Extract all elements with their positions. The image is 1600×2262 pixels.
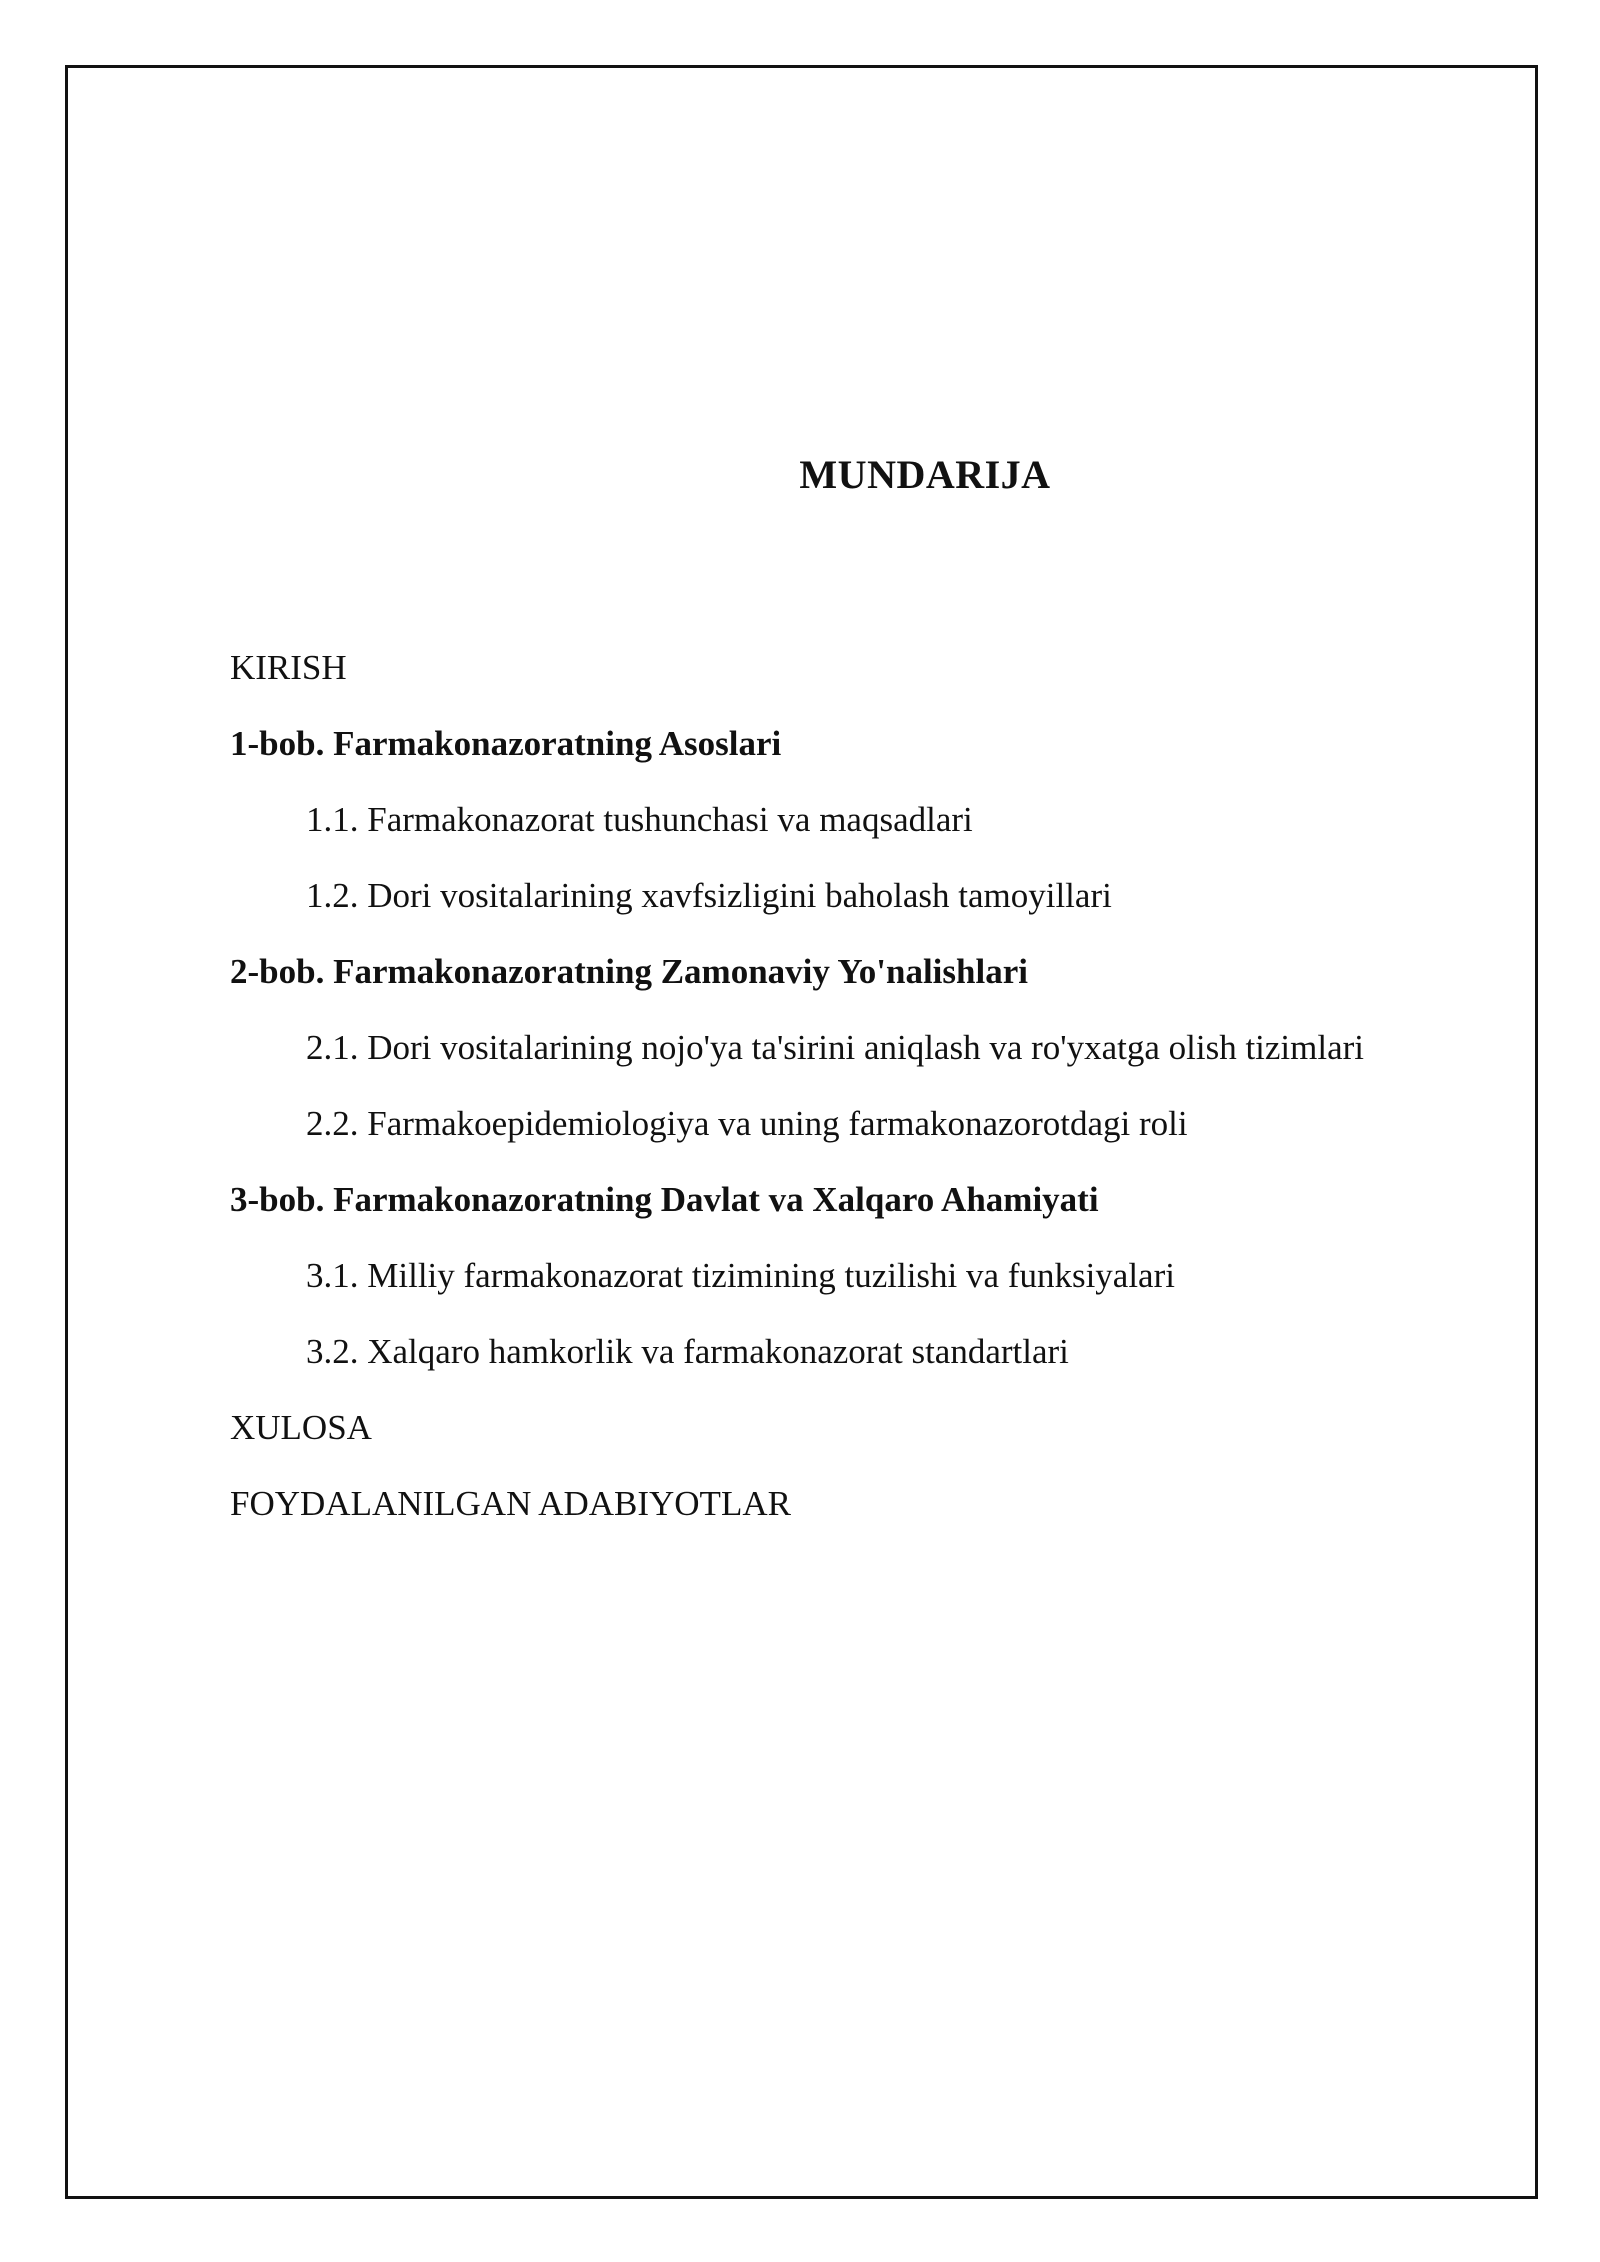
page-title: MUNDARIJA xyxy=(799,452,1051,497)
toc-section-2-1: 2.1. Dori vositalarining nojo'ya ta'sirini aniqlash va ro'yxatga olish tizimlari xyxy=(306,1028,1365,1067)
toc-section-3-1: 3.1. Milliy farmakonazorat tizimining tuzilishi va funksiyalari xyxy=(306,1256,1175,1295)
toc-section-2-2: 2.2. Farmakoepidemiologiya va uning farmakonazorotdagi roli xyxy=(306,1104,1188,1143)
toc-entry-introduction: KIRISH xyxy=(230,648,347,687)
toc-section-1-2: 1.2. Dori vositalarining xavfsizligini baholash tamoyillari xyxy=(306,876,1112,915)
toc-entry-references: FOYDALANILGAN ADABIYOTLAR xyxy=(230,1484,791,1523)
toc-section-1-1: 1.1. Farmakonazorat tushunchasi va maqsadlari xyxy=(306,800,973,839)
toc-section-3-2: 3.2. Xalqaro hamkorlik va farmakonazorat standartlari xyxy=(306,1332,1069,1371)
toc-chapter-3: 3-bob. Farmakonazoratning Davlat va Xalqaro Ahamiyati xyxy=(230,1180,1099,1219)
toc-chapter-2: 2-bob. Farmakonazoratning Zamonaviy Yo'nalishlari xyxy=(230,952,1028,991)
toc-chapter-1: 1-bob. Farmakonazoratning Asoslari xyxy=(230,724,782,763)
toc-entry-conclusion: XULOSA xyxy=(230,1408,372,1447)
table-of-contents xyxy=(230,643,1560,1555)
